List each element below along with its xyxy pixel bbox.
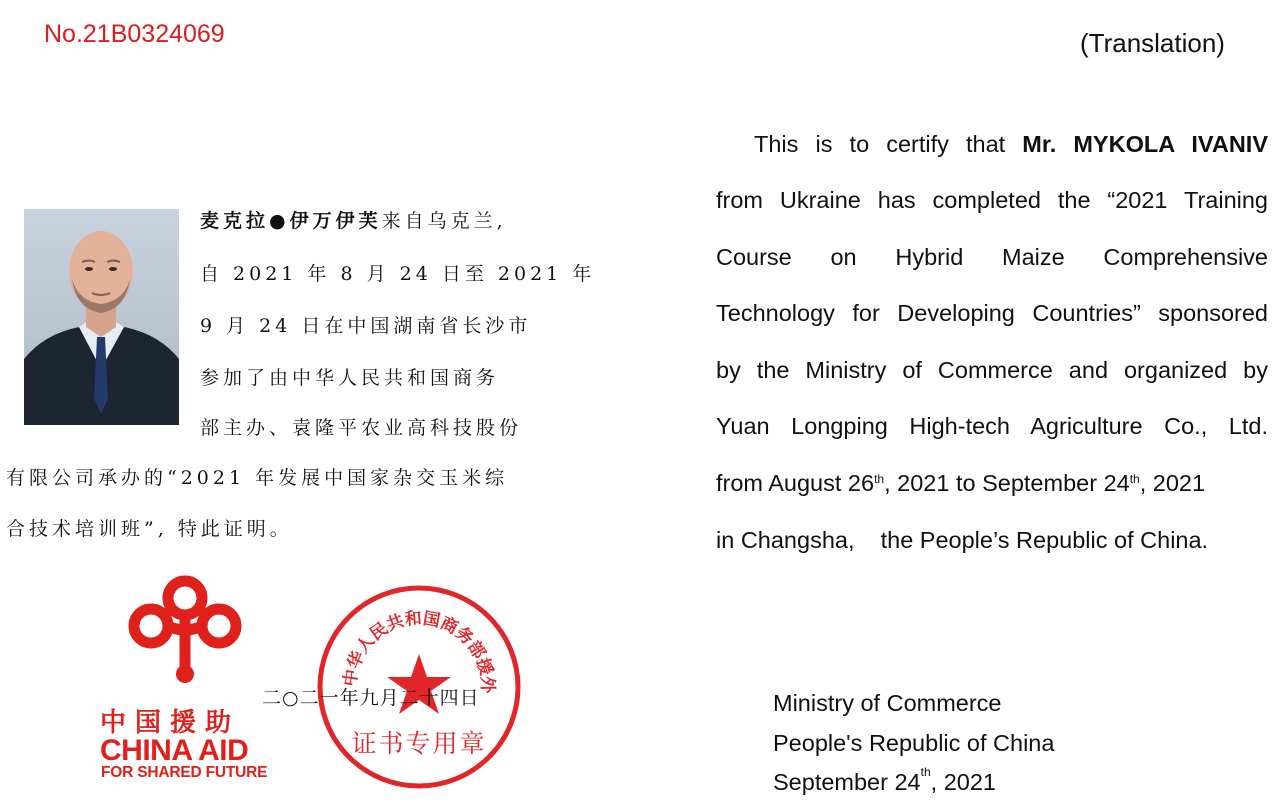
translation-label: (Translation)	[1080, 28, 1225, 58]
english-line-7: from August 26th, 2021 to September 24th, 2021	[716, 470, 1206, 496]
issuer-country: People's Republic of China	[773, 730, 1055, 756]
chinese-line-4: 参加了由中华人民共和国商务	[200, 367, 500, 389]
chinese-name: 麦克拉●伊万伊芙	[200, 210, 382, 232]
chinese-line-7: 合技术培训班”, 特此证明。	[6, 518, 293, 540]
issuer-name: Ministry of Commerce	[773, 690, 1002, 716]
portrait-photo	[24, 209, 179, 425]
seal-ring-text: 中华人民共和国商务部援外	[340, 608, 498, 694]
chinese-line-1: 麦克拉●伊万伊芙来自乌克兰,	[200, 210, 507, 232]
english-line-6: Yuan Longping High-tech Agriculture Co., Ltd.	[716, 413, 1268, 439]
chinese-line-5: 部主办、袁隆平农业高科技股份	[200, 417, 523, 439]
english-line-1: This is to certify that Mr. MYKOLA IVANIV	[754, 131, 1268, 157]
china-aid-tagline: FOR SHARED FUTURE	[101, 764, 268, 781]
recipient-name: Mr. MYKOLA IVANIV	[1022, 131, 1268, 157]
certificate-number: No.21B0324069	[44, 20, 225, 48]
china-aid-chinese: 中国援助	[100, 708, 241, 738]
issue-date: September 24th, 2021	[773, 765, 996, 795]
seal-center-text: 证书专用章	[351, 729, 487, 758]
china-aid-knot-icon	[125, 574, 245, 689]
english-line-3: Course on Hybrid Maize Comprehensive	[716, 244, 1268, 270]
chinese-line-2: 自 2021 年 8 月 24 日至 2021 年	[200, 263, 596, 285]
english-line-4: Technology for Developing Countries” sponsored	[716, 300, 1268, 326]
china-aid-english: CHINA AID	[100, 734, 249, 767]
english-line-5: by the Ministry of Commerce and organized by	[716, 357, 1268, 383]
chinese-line-6: 有限公司承办的“2021 年发展中国家杂交玉米综	[6, 467, 509, 489]
english-line-2: from Ukraine has completed the “2021 Training	[716, 187, 1268, 213]
english-line-8: in Changsha, the People’s Republic of China.	[716, 527, 1209, 553]
chinese-date: 二○二一年九月二十四日	[262, 687, 480, 709]
chinese-line-3: 9 月 24 日在中国湖南省长沙市	[200, 315, 532, 337]
